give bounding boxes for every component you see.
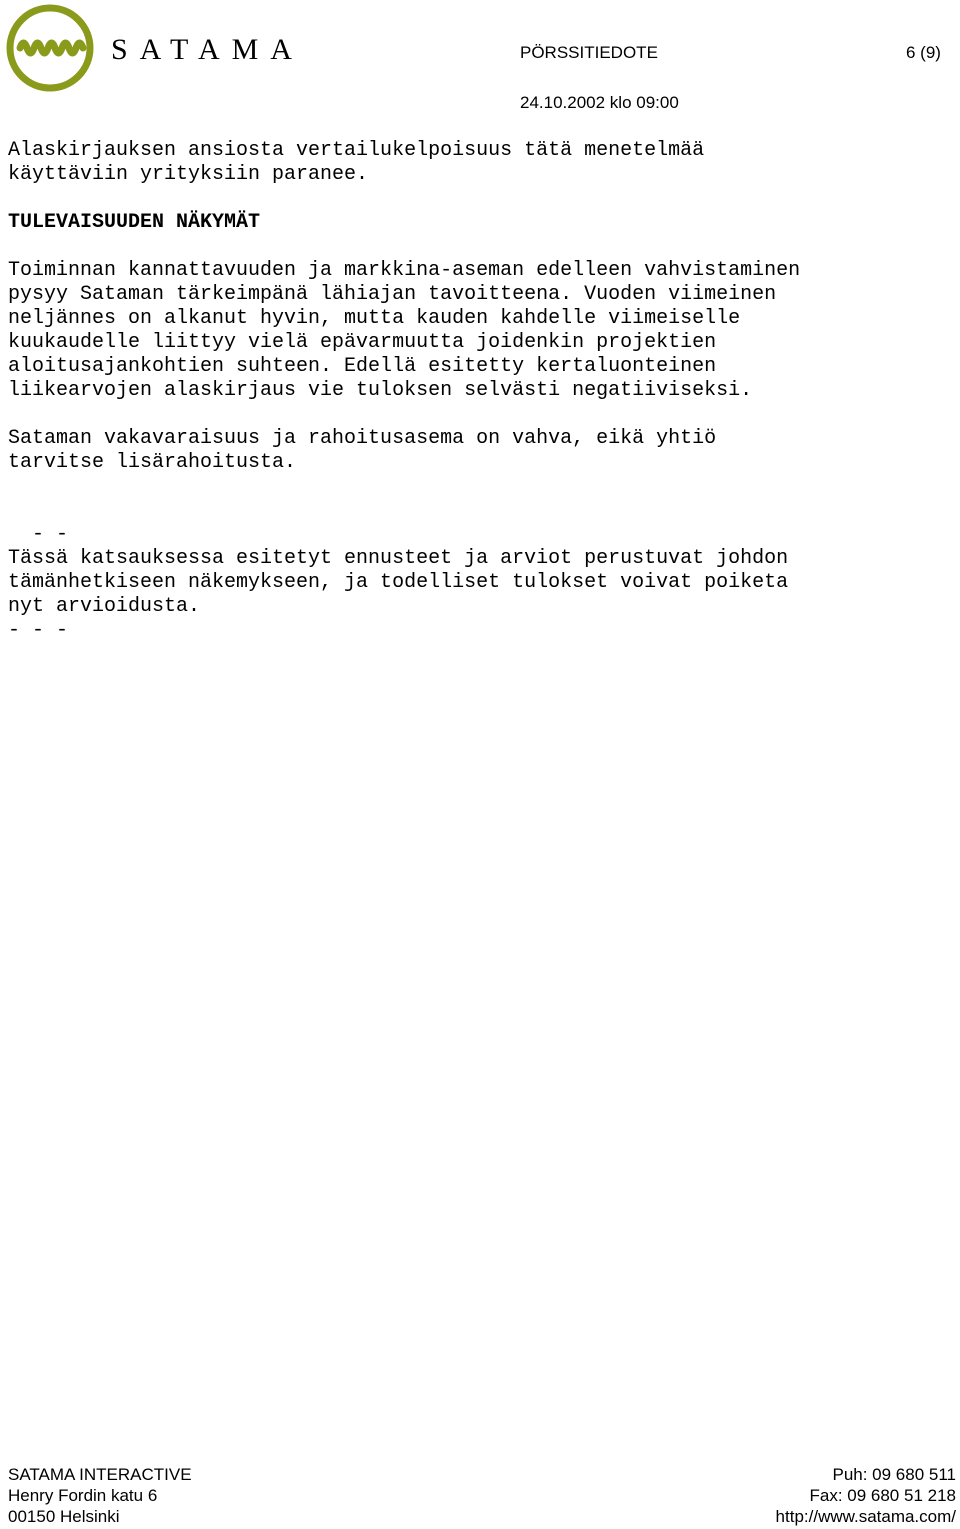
body-line: kuukaudelle liittyy vielä epävarmuutta joidenkin projektien [8, 331, 717, 354]
footer-web: http://www.satama.com/ [775, 1507, 956, 1526]
footer-contact [776, 1464, 956, 1527]
separator-close: - - - [8, 619, 69, 642]
body-line: aloitusajankohtien suhteen. Edellä esitetty kertaluonteinen [8, 355, 717, 378]
footer-fax: Fax: 09 680 51 218 [809, 1486, 956, 1505]
page-number: 6 (9) [906, 43, 941, 62]
footer-city: 00150 Helsinki [8, 1507, 120, 1526]
disclaimer-line: Tässä katsauksessa esitetyt ennusteet ja arviot perustuvat johdon [8, 547, 789, 570]
brand-wordmark: SATAMA [111, 33, 304, 66]
body-line: pysyy Sataman tärkeimpänä lähiajan tavoitteena. Vuoden viimeinen [8, 283, 777, 306]
satama-logo-icon [6, 4, 94, 92]
body-line: Alaskirjauksen ansiosta vertailukelpoisuus tätä menetelmää [8, 139, 705, 162]
footer-street: Henry Fordin katu 6 [8, 1486, 158, 1505]
section-heading: TULEVAISUUDEN NÄKYMÄT [8, 211, 261, 234]
body-line: Toiminnan kannattavuuden ja markkina-aseman edelleen vahvistaminen [8, 259, 801, 282]
body-line: neljännes on alkanut hyvin, mutta kauden kahdelle viimeiselle [8, 307, 741, 330]
document-body [8, 139, 953, 643]
body-line: tarvitse lisärahoitusta. [8, 451, 297, 474]
body-line: käyttäviin yrityksiin paranee. [8, 163, 369, 186]
body-line: liikearvojen alaskirjaus vie tuloksen selvästi negatiiviseksi. [8, 379, 753, 402]
separator-open: - - [8, 523, 69, 546]
footer-company: SATAMA INTERACTIVE [8, 1465, 192, 1484]
document-type: PÖRSSITIEDOTE [520, 43, 658, 62]
disclaimer-line: tämänhetkiseen näkemykseen, ja todelliset tulokset voivat poiketa [8, 571, 789, 594]
body-line: Sataman vakavaraisuus ja rahoitusasema on vahva, eikä yhtiö [8, 427, 717, 450]
footer-address [8, 1464, 192, 1527]
document-date: 24.10.2002 klo 09:00 [520, 93, 679, 112]
disclaimer-line: nyt arvioidusta. [8, 595, 201, 618]
footer-phone: Puh: 09 680 511 [832, 1465, 956, 1484]
